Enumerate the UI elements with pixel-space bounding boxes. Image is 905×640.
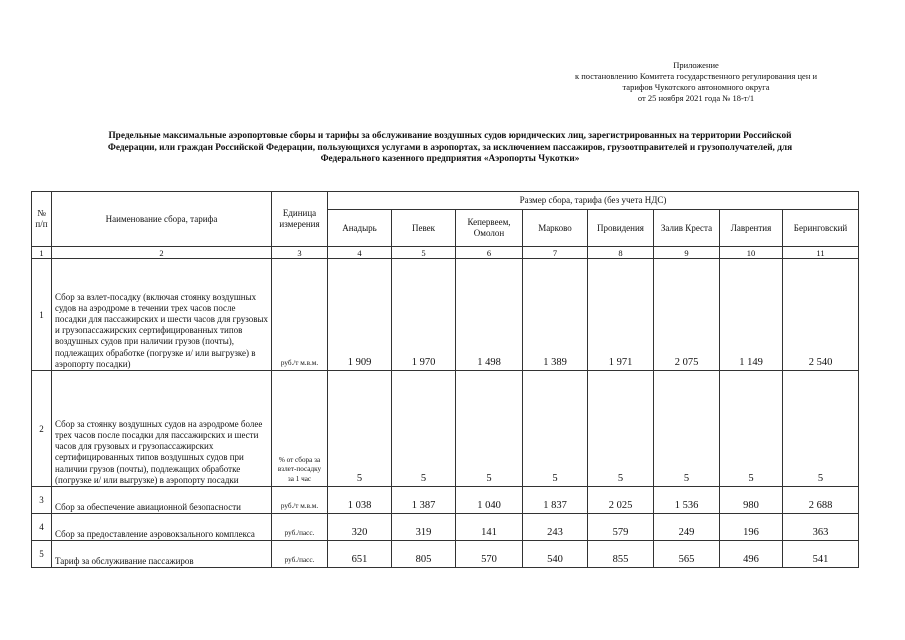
row-value: 141: [456, 514, 523, 541]
index-cell: 10: [720, 247, 783, 259]
row-name: Тариф за обслуживание пассажиров: [52, 541, 272, 568]
row-value: 5: [588, 371, 654, 487]
index-cell: 2: [52, 247, 272, 259]
row-value: 1 498: [456, 259, 523, 371]
row-value: 805: [392, 541, 456, 568]
appendix-committee: тарифов Чукотского автономного округа: [622, 82, 770, 92]
row-value: 320: [328, 514, 392, 541]
row-value: 1 971: [588, 259, 654, 371]
row-name: Сбор за стоянку воздушных судов на аэродроме более трех часов после посадки для пассажирских и шести часов для грузовых и грузопассажирских сертифицированных типов воздушных судов при наличии грузов (почты), подлежащих обработке (погрузке и/ или выгрузке) в аэропорту посадки: [52, 371, 272, 487]
row-value: 243: [523, 514, 588, 541]
row-value: 565: [654, 541, 720, 568]
row-value: 5: [654, 371, 720, 487]
index-cell: 8: [588, 247, 654, 259]
index-row: [32, 247, 859, 259]
title-line-2: Федерации, или граждан Российской Федерации, пользующихся услугами в аэропортах, за исключением пассажиров, грузоотправителей и грузополучателей, для: [107, 142, 793, 153]
row-value: 496: [720, 541, 783, 568]
index-cell: 1: [32, 247, 52, 259]
header-airport: Певек: [392, 210, 456, 247]
index-cell: 9: [654, 247, 720, 259]
row-unit: руб./т м.в.м.: [272, 259, 328, 371]
header-airport: Залив Креста: [654, 210, 720, 247]
appendix-block: [531, 60, 861, 104]
header-airport: Анадырь: [328, 210, 392, 247]
row-unit: руб./т м.в.м.: [272, 487, 328, 514]
row-value: 5: [783, 371, 859, 487]
header-airport: Лаврентия: [720, 210, 783, 247]
header-airport: Марково: [523, 210, 588, 247]
row-num: 5: [32, 541, 52, 568]
row-value: 579: [588, 514, 654, 541]
row-num: 1: [32, 259, 52, 371]
row-value: 1 970: [392, 259, 456, 371]
row-value: 2 540: [783, 259, 859, 371]
table-row: [32, 514, 859, 541]
table-row: [32, 371, 859, 487]
appendix-decree: к постановлению Комитета государственного регулирования цен и: [574, 71, 818, 81]
row-value: 5: [523, 371, 588, 487]
row-value: 855: [588, 541, 654, 568]
row-value: 196: [720, 514, 783, 541]
table-row: [32, 259, 859, 371]
row-value: 1 909: [328, 259, 392, 371]
row-value: 2 025: [588, 487, 654, 514]
index-cell: 4: [328, 247, 392, 259]
appendix-label: Приложение: [673, 60, 719, 70]
title-line-3: Федерального казенного предприятия «Аэропорты Чукотки»: [320, 154, 580, 164]
row-unit: руб./пасс.: [272, 541, 328, 568]
row-value: 980: [720, 487, 783, 514]
row-value: 5: [720, 371, 783, 487]
row-value: 2 075: [654, 259, 720, 371]
row-num: 3: [32, 487, 52, 514]
title-line-1: Предельные максимальные аэропортовые сборы и тарифы за обслуживание воздушных судов юридических лиц, зарегистрированных на территории Российской: [108, 131, 792, 141]
row-value: 1 837: [523, 487, 588, 514]
row-value: 540: [523, 541, 588, 568]
index-cell: 7: [523, 247, 588, 259]
row-num: 2: [32, 371, 52, 487]
row-name: Сбор за предоставление аэровокзального комплекса: [52, 514, 272, 541]
header-airport: Провидения: [588, 210, 654, 247]
row-value: 1 149: [720, 259, 783, 371]
row-value: 249: [654, 514, 720, 541]
document-title: [50, 131, 850, 166]
header-row-top: [32, 192, 859, 210]
header-group: Размер сбора, тарифа (без учета НДС): [328, 192, 859, 210]
row-value: 5: [328, 371, 392, 487]
appendix-date: от 25 ноября 2021 года № 18-т/1: [637, 93, 755, 103]
row-value: 5: [456, 371, 523, 487]
row-value: 1 536: [654, 487, 720, 514]
tariff-table: [31, 191, 859, 568]
index-cell: 3: [272, 247, 328, 259]
header-num: № п/п: [32, 192, 52, 247]
row-value: 5: [392, 371, 456, 487]
row-name: Сбор за обеспечение авиационной безопасности: [52, 487, 272, 514]
table-row: [32, 541, 859, 568]
index-cell: 5: [392, 247, 456, 259]
row-value: 2 688: [783, 487, 859, 514]
row-num: 4: [32, 514, 52, 541]
index-cell: 6: [456, 247, 523, 259]
row-value: 570: [456, 541, 523, 568]
row-value: 363: [783, 514, 859, 541]
table-row: [32, 487, 859, 514]
row-value: 651: [328, 541, 392, 568]
header-name: Наименование сбора, тарифа: [52, 192, 272, 247]
row-value: 541: [783, 541, 859, 568]
header-airport: Кепервеем, Омолон: [456, 210, 523, 247]
index-cell: 11: [783, 247, 859, 259]
header-airport: Беринговский: [783, 210, 859, 247]
row-unit: % от сбора за взлет-посадку за 1 час: [272, 371, 328, 487]
row-value: 319: [392, 514, 456, 541]
row-name: Сбор за взлет-посадку (включая стоянку воздушных судов на аэродроме в течении трех часов после посадки для пассажирских и шести часов для грузовых и грузопассажирских сертифицированных типов воздушных судов при наличии грузов (почты), подлежащих обработке (погрузке и/ или выгрузке) в аэропорту посадки): [52, 259, 272, 371]
row-value: 1 038: [328, 487, 392, 514]
row-value: 1 040: [456, 487, 523, 514]
row-unit: руб./пасс.: [272, 514, 328, 541]
row-value: 1 387: [392, 487, 456, 514]
header-unit: Единица измерения: [272, 192, 328, 247]
row-value: 1 389: [523, 259, 588, 371]
